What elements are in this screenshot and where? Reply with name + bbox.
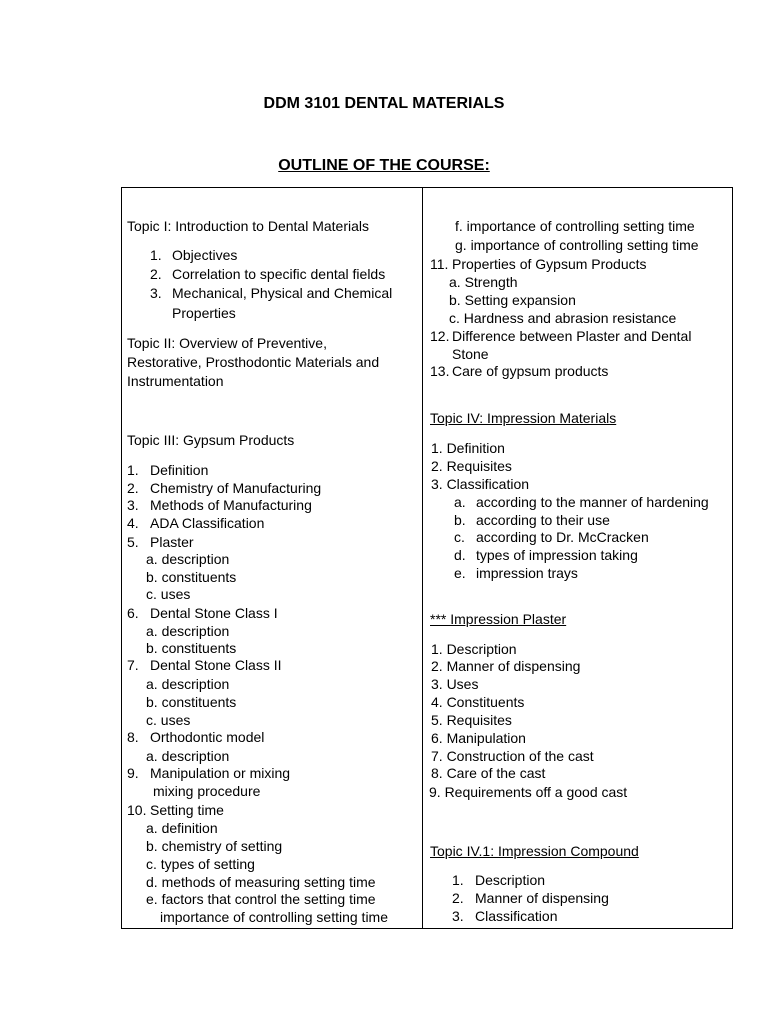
sub-item: importance of controlling setting time — [160, 909, 388, 925]
list-item: Description — [475, 872, 546, 888]
list-letter: b. — [454, 512, 466, 528]
list-item: Mechanical, Physical and Chemical — [172, 285, 393, 301]
list-item: Plaster — [150, 534, 194, 550]
sub-item: according to Dr. McCracken — [476, 529, 649, 545]
list-item: Properties of Gypsum Products — [452, 256, 647, 272]
list-number: 11. — [430, 256, 449, 272]
list-item: Stone — [452, 346, 489, 362]
list-item: Orthodontic model — [150, 729, 265, 745]
sub-item: a. description — [146, 551, 230, 567]
list-item: Correlation to specific dental fields — [172, 266, 386, 282]
list-item: 1. Definition — [431, 440, 505, 456]
impression-plaster-heading: *** Impression Plaster — [430, 611, 567, 627]
list-item: Difference between Plaster and Dental — [452, 328, 692, 344]
topic-1-heading: Topic I: Introduction to Dental Materials — [127, 218, 370, 234]
sub-item: a. definition — [146, 820, 218, 836]
list-item: Chemistry of Manufacturing — [150, 480, 322, 496]
list-item: Manipulation or mixing — [150, 765, 291, 781]
sub-item: c. uses — [146, 586, 191, 602]
outline-heading: OUTLINE OF THE COURSE: — [278, 157, 490, 174]
list-letter: c. — [454, 529, 465, 545]
list-letter: e. — [454, 565, 466, 581]
list-number: 6. — [127, 605, 139, 621]
topic-2-heading: Instrumentation — [127, 373, 224, 389]
sub-item: a. description — [146, 623, 230, 639]
sub-item: d. methods of measuring setting time — [146, 874, 376, 890]
sub-item: b. constituents — [146, 640, 237, 656]
list-number: 10. — [127, 802, 147, 818]
list-number: 1. — [452, 872, 464, 888]
list-number: 13. — [430, 363, 450, 379]
topic-4-1-heading: Topic IV.1: Impression Compound — [430, 843, 639, 859]
topic-2-heading: Topic II: Overview of Preventive, — [127, 335, 327, 351]
list-item: 3. Uses — [431, 676, 479, 692]
list-item: 4. Constituents — [431, 694, 525, 710]
topic-2-heading: Restorative, Prosthodontic Materials and — [127, 354, 380, 370]
list-item: Methods of Manufacturing — [150, 497, 312, 513]
list-number: 12. — [430, 328, 450, 344]
sub-item: a. Strength — [449, 274, 518, 290]
list-item: Care of gypsum products — [452, 363, 609, 379]
list-number: 8. — [127, 729, 139, 745]
list-item: ADA Classification — [150, 515, 265, 531]
list-item: Classification — [475, 908, 558, 924]
list-number: 2. — [127, 480, 139, 496]
sub-item: b. chemistry of setting — [146, 838, 283, 854]
list-number: 5. — [127, 534, 139, 550]
sub-item: types of impression taking — [476, 547, 638, 563]
sub-item: f. importance of controlling setting time — [455, 218, 695, 234]
list-number: 2. — [150, 266, 162, 282]
list-item: 8. Care of the cast — [431, 765, 546, 781]
list-item: 5. Requisites — [431, 712, 512, 728]
sub-item: a. description — [146, 676, 230, 692]
list-item: 6. Manipulation — [431, 730, 526, 746]
list-letter: a. — [454, 494, 466, 510]
sub-item: impression trays — [476, 565, 578, 581]
list-item: Setting time — [150, 802, 224, 818]
sub-item: according to the manner of hardening — [476, 494, 709, 510]
sub-item: e. factors that control the setting time — [146, 891, 376, 907]
topic-3-heading: Topic III: Gypsum Products — [127, 432, 295, 448]
sub-item: a. description — [146, 748, 230, 764]
list-letter: d. — [454, 547, 466, 563]
column-divider — [422, 187, 423, 929]
list-item: Objectives — [172, 247, 238, 263]
list-number: 1. — [150, 247, 162, 263]
list-item: 2. Requisites — [431, 458, 512, 474]
sub-item: b. Setting expansion — [449, 292, 576, 308]
list-item: 3. Classification — [431, 476, 530, 492]
list-item: Dental Stone Class II — [150, 657, 282, 673]
sub-item: b. constituents — [146, 694, 237, 710]
list-number: 2. — [452, 890, 464, 906]
list-number: 1. — [127, 462, 139, 478]
list-item: 7. Construction of the cast — [431, 748, 594, 764]
list-item: 2. Manner of dispensing — [431, 658, 581, 674]
list-number: 3. — [150, 285, 162, 301]
list-item: Properties — [172, 305, 236, 321]
sub-item: according to their use — [476, 512, 610, 528]
sub-item: mixing procedure — [153, 783, 261, 799]
list-item: 1. Description — [431, 641, 517, 657]
topic-4-heading: Topic IV: Impression Materials — [430, 410, 617, 426]
list-item: 9. Requirements off a good cast — [429, 784, 628, 800]
list-item: Definition — [150, 462, 209, 478]
sub-item: c. Hardness and abrasion resistance — [449, 310, 677, 326]
list-number: 4. — [127, 515, 139, 531]
list-number: 3. — [127, 497, 139, 513]
list-number: 7. — [127, 657, 139, 673]
list-number: 9. — [127, 765, 139, 781]
list-item: Manner of dispensing — [475, 890, 609, 906]
sub-item: c. uses — [146, 712, 191, 728]
sub-item: g. importance of controlling setting time — [455, 237, 699, 253]
sub-item: b. constituents — [146, 569, 237, 585]
list-item: Dental Stone Class I — [150, 605, 278, 621]
list-number: 3. — [452, 908, 464, 924]
sub-item: c. types of setting — [146, 856, 255, 872]
document-title: DDM 3101 DENTAL MATERIALS — [263, 95, 505, 112]
